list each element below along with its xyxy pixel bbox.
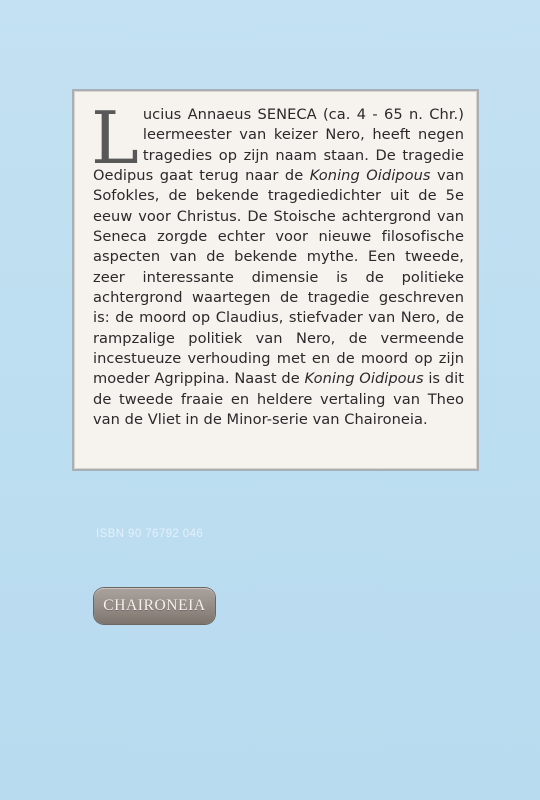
blurb-text [91,96,464,431]
drop-cap: L [91,96,139,180]
blurb-part-1: ucius Annaeus SENECA (ca. 4 - 65 n. Chr.) leermeester van keizer Nero, heeft negen tragedies op zijn naam staan. De tragedie Oedipus gaat terug naar de [93,106,464,185]
book-title-2: Koning Oidipous [304,370,424,388]
blurb-panel [72,89,479,471]
publisher-logo [94,588,215,624]
publisher-logo-text: CHAIRONEIA [103,597,206,614]
blurb-part-3: is dit de tweede fraaie en heldere vertaling van Theo van de Vliet in de Minor-serie van Chaironeia. [93,370,464,429]
blurb-part-2: van Sofokles, de bekende tragediedichter uit de 5e eeuw voor Christus. De Stoische achtergrond van Seneca zorgde echter voor nieuwe filosofische aspecten van de bekende mythe. Een tweede, zeer interessante dimensie is de politieke achtergrond waartegen de tragedie geschreven is: de moord op Claudius, stiefvader van Nero, de rampzalige politiek van Nero, de vermeende incestueuze verhouding met en de moord op zijn moeder Agrippina. Naast de [93,167,464,388]
isbn-number: ISBN 90 76792 046 [96,528,204,540]
book-title-1: Koning Oidipous [309,167,431,185]
